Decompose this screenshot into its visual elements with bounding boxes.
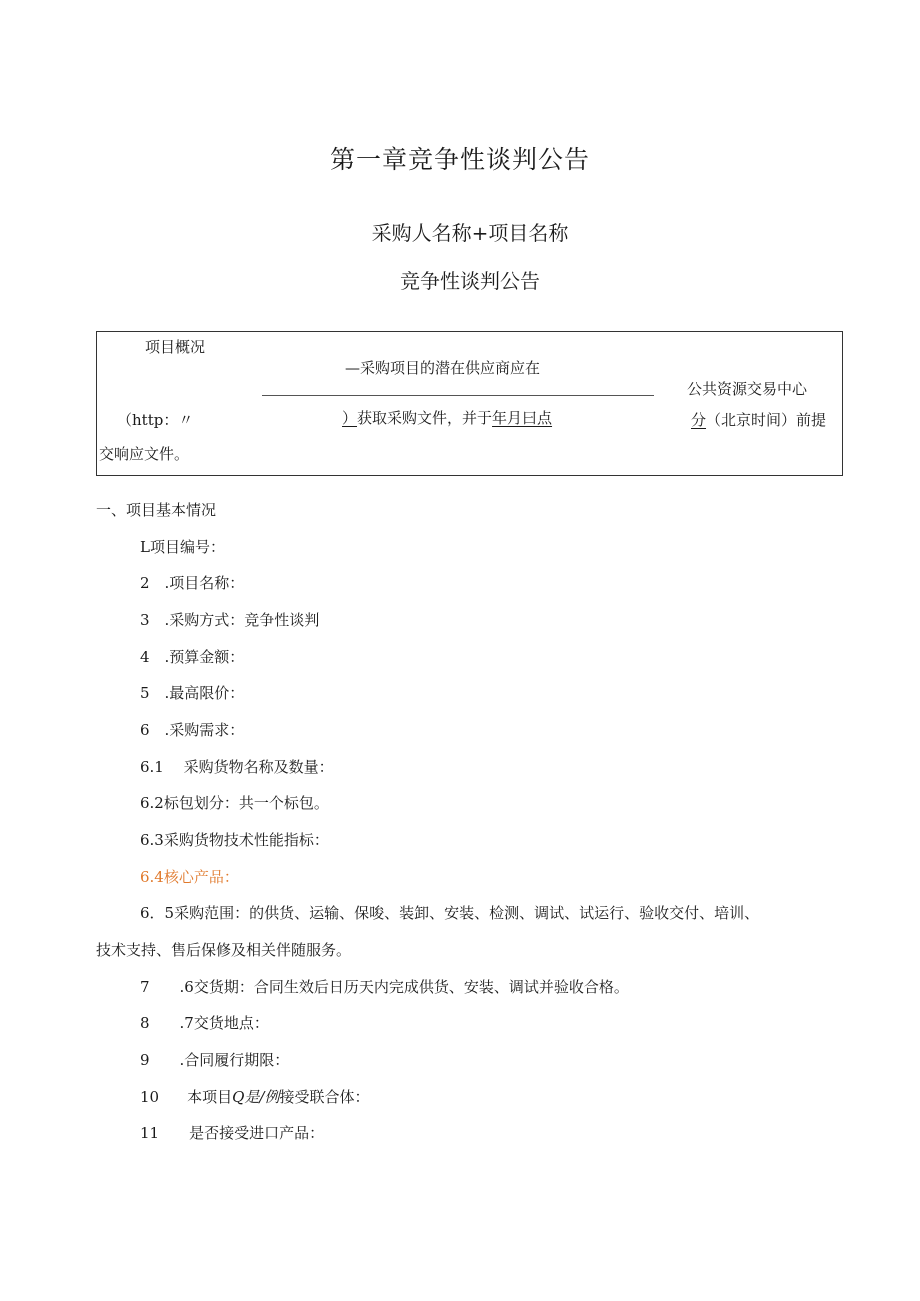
- subtitle-project-name: 采购人名称+项目名称: [371, 221, 569, 245]
- overview-deadline-text: （北京时间）前提: [706, 411, 827, 429]
- item-budget: 4 .预算金额：: [140, 648, 245, 666]
- item-7-delivery-period: 7 .6交货期：合同生效后日历天内完成供货、安装、调试并验收合格。: [140, 978, 629, 996]
- overview-line2-date: 年月曰点: [492, 409, 553, 427]
- item-9-contract-term: 9 .合同履行期限：: [140, 1051, 290, 1069]
- overview-label: 项目概况: [145, 338, 206, 356]
- item-10-consortium: [140, 1086, 369, 1107]
- item-procurement-method: 3 .采购方式：竞争性谈判: [140, 611, 320, 629]
- item-project-name: 2 .项目名称：: [140, 574, 245, 592]
- overview-blank-underline: [262, 395, 654, 396]
- item-max-price: 5 .最高限价：: [140, 684, 245, 702]
- project-overview-box: [96, 331, 843, 476]
- item-11-imported: 11 是否接受进口产品：: [140, 1124, 325, 1142]
- subtitle-announcement: 竞争性谈判公告: [400, 269, 540, 293]
- item-6-2: 6.2标包划分：共一个标包。: [140, 794, 329, 812]
- overview-line3: 交响应文件。: [99, 445, 190, 463]
- section-heading: 一、项目基本情况: [96, 501, 217, 519]
- overview-venue: 公共资源交易中心: [687, 380, 808, 398]
- overview-line2-text: 获取采购文件，并于: [357, 409, 493, 427]
- overview-deadline: [691, 409, 826, 430]
- item-10-number: 10: [140, 1088, 160, 1106]
- item-6-4-core-product: 6.4核心产品：: [140, 868, 239, 886]
- overview-line2-bracket: ）: [342, 409, 358, 427]
- item-6-5-scope: 6．5采购范围：的供货、运输、保唆、装卸、安装、检测、调试、试运行、验收交付、培训、: [140, 904, 760, 922]
- overview-line2: [342, 407, 552, 428]
- item-6-3: 6.3采购货物技术性能指标：: [140, 831, 329, 849]
- item-10-choice: Q是/例: [232, 1088, 280, 1106]
- overview-url: （http：〃: [117, 411, 194, 429]
- chapter-title: 第一章竞争性谈判公告: [329, 145, 590, 174]
- overview-deadline-minute: 分: [691, 411, 707, 429]
- item-6-5-scope-cont: 技术支持、售后保修及相关伴随服务。: [96, 941, 352, 959]
- item-8-delivery-place: 8 .7交货地点：: [140, 1014, 269, 1032]
- item-project-number: L项目编号：: [140, 538, 225, 556]
- item-requirements: 6 .采购需求：: [140, 721, 245, 739]
- item-10-suffix: 接受联合体：: [279, 1088, 370, 1106]
- item-6-1: 6.1 采购货物名称及数量：: [140, 758, 334, 776]
- overview-line1: —采购项目的潜在供应商应在: [345, 359, 541, 377]
- item-10-prefix: 本项目: [187, 1088, 233, 1106]
